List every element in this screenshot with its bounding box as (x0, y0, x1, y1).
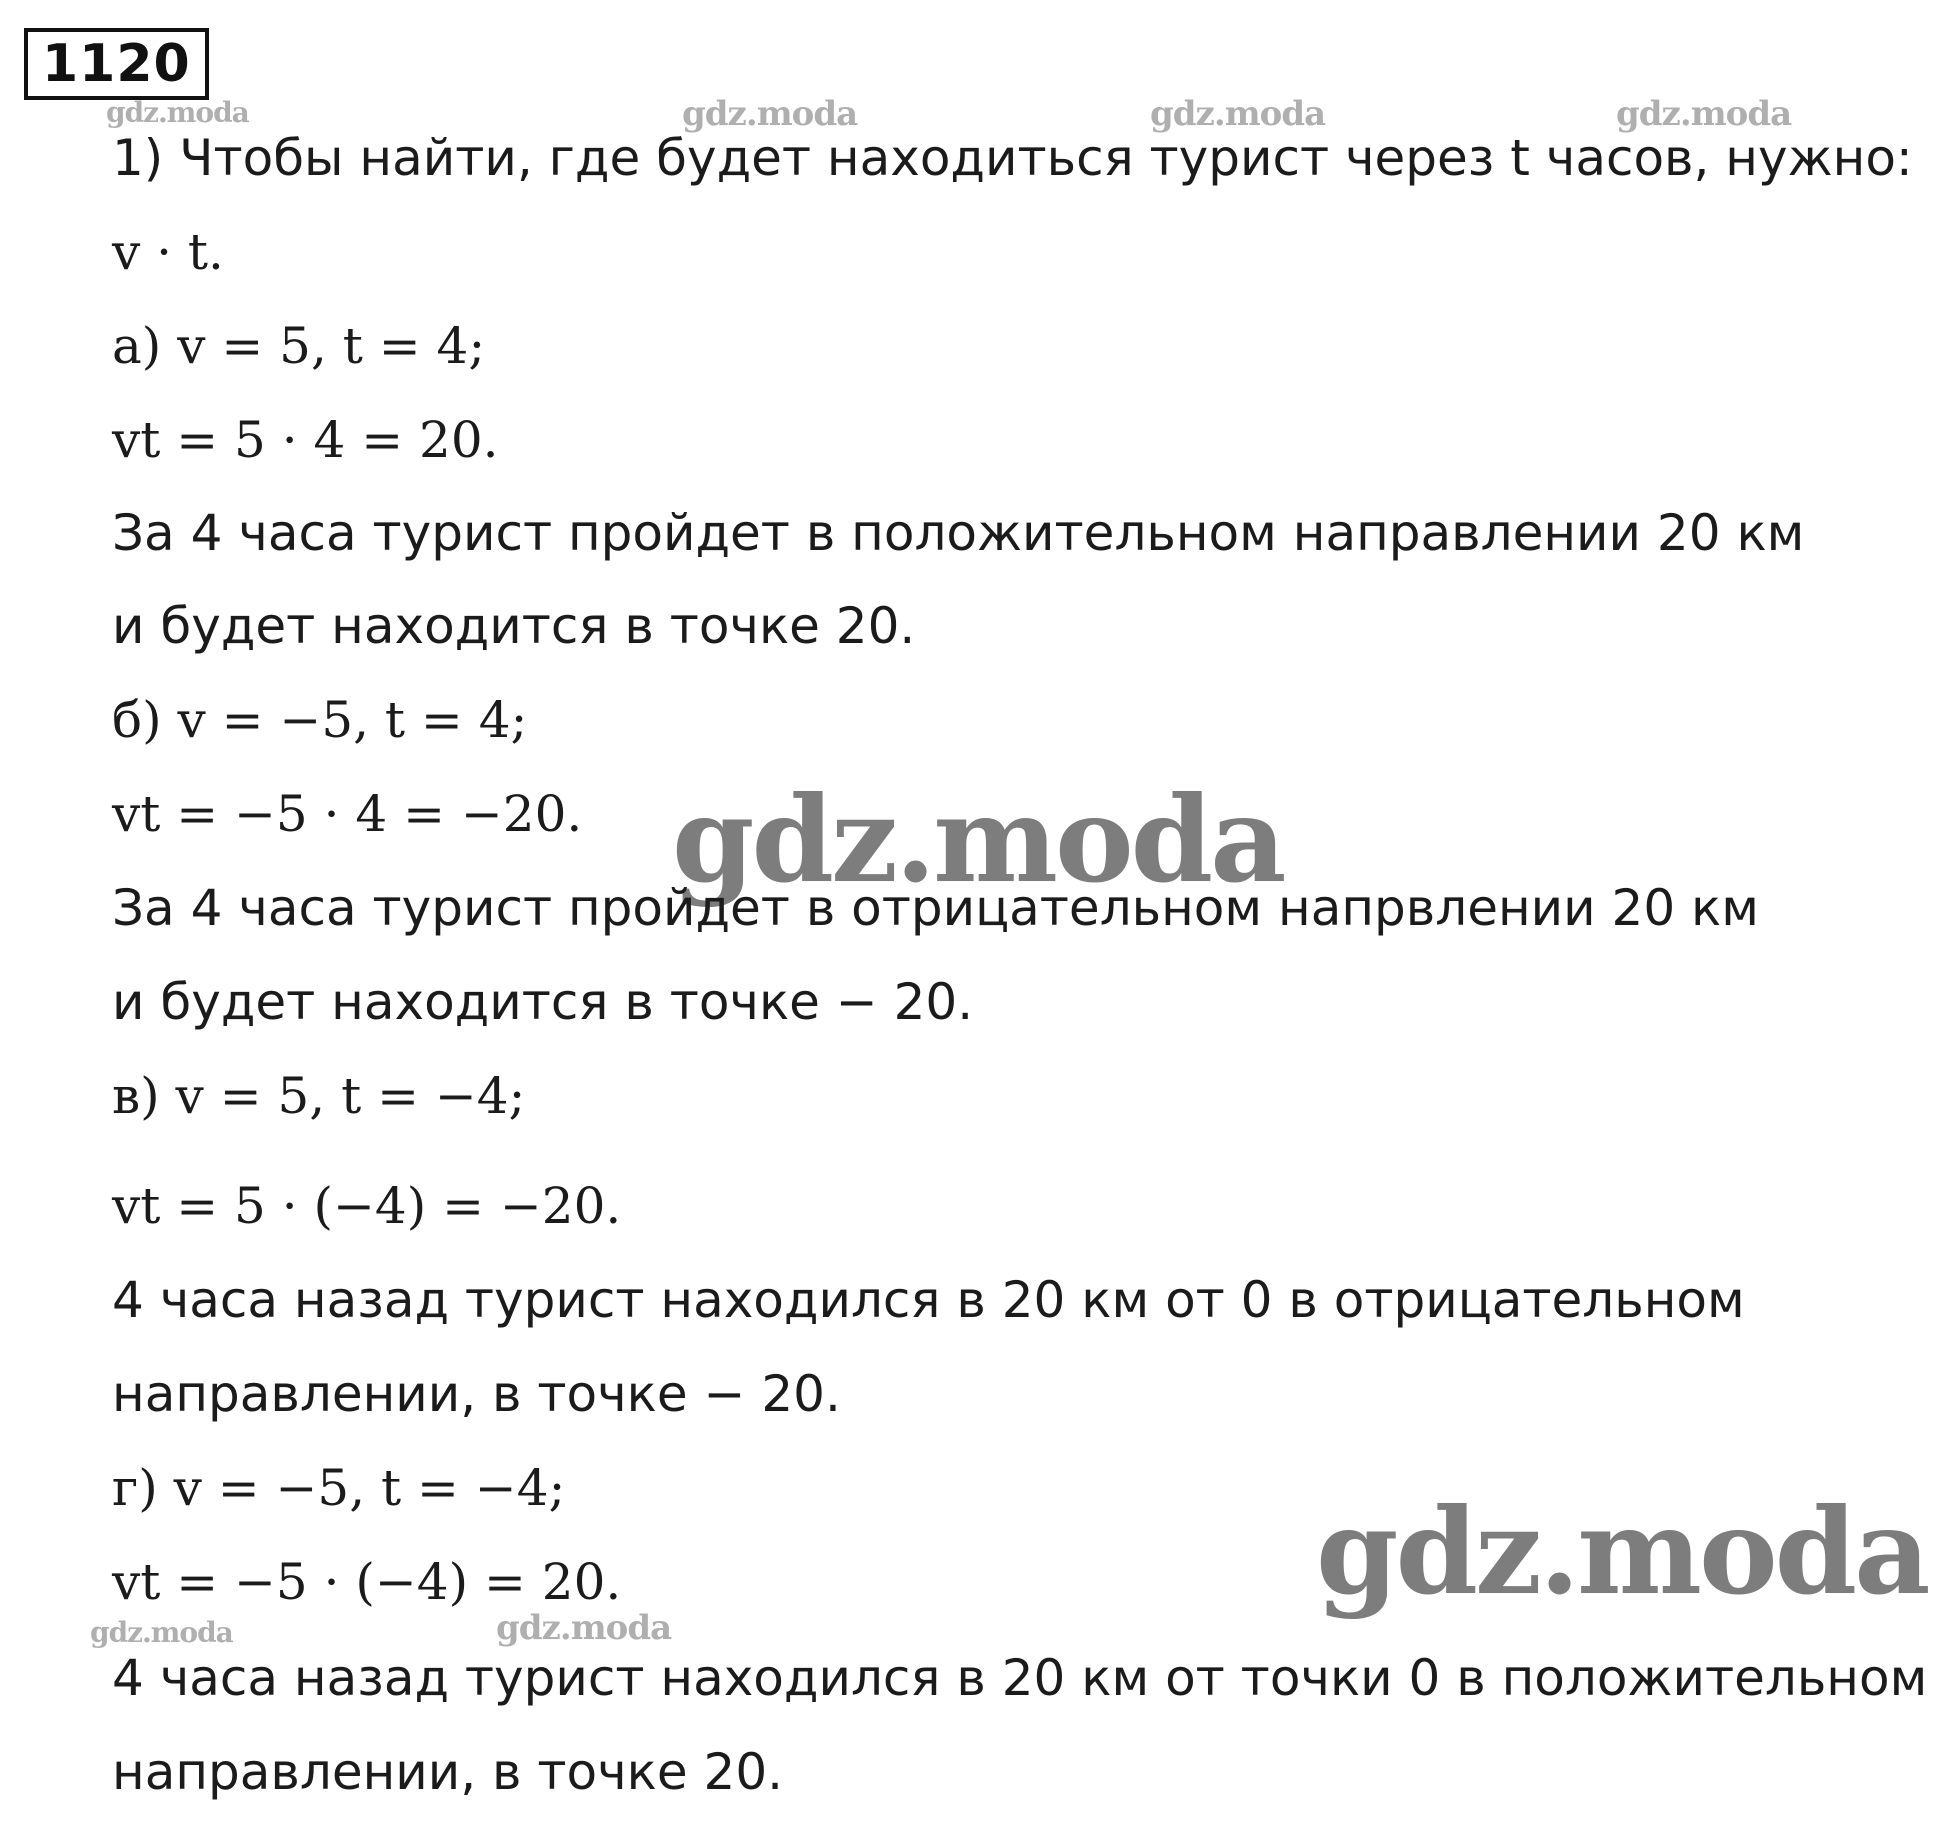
watermark: gdz.moda (1316, 1482, 1928, 1621)
text-line: и будет находится в точке 20. (112, 597, 916, 655)
text-line: За 4 часа турист пройдет в отрицательном напрвлении 20 км (112, 879, 1759, 937)
watermark: gdz.moda (90, 1616, 233, 1649)
formula-line: а) v = 5, t = 4; (112, 317, 486, 375)
formula-line: в) v = 5, t = −4; (112, 1067, 526, 1125)
text-line: и будет находится в точке − 20. (112, 973, 974, 1031)
text-line: За 4 часа турист пройдет в положительном направлении 20 км (112, 504, 1805, 562)
formula-line: vt = −5 · 4 = −20. (112, 785, 583, 843)
text-line: 4 часа назад турист находился в 20 км от 0 в отрицательном (112, 1271, 1745, 1329)
text-line: направлении, в точке − 20. (112, 1365, 841, 1423)
watermark: gdz.moda (682, 94, 858, 134)
watermark: gdz.moda (106, 96, 249, 129)
text-line: направлении, в точке 20. (112, 1743, 784, 1801)
formula-line: vt = −5 · (−4) = 20. (112, 1553, 622, 1611)
text-line: 4 часа назад турист находился в 20 км от точки 0 в положительном (112, 1649, 1928, 1707)
formula-line: vt = 5 · 4 = 20. (112, 411, 499, 469)
formula-line: г) v = −5, t = −4; (112, 1459, 566, 1517)
watermark: gdz.moda (496, 1608, 672, 1648)
watermark: gdz.moda (672, 770, 1284, 909)
watermark: gdz.moda (1616, 94, 1792, 134)
formula-line: vt = 5 · (−4) = −20. (112, 1177, 622, 1235)
text-line: 1) Чтобы найти, где будет находиться турист через t часов, нужно: (112, 129, 1913, 187)
formula-line: v · t. (112, 223, 224, 281)
problem-number: 1120 (24, 28, 209, 100)
watermark: gdz.moda (1150, 94, 1326, 134)
formula-line: б) v = −5, t = 4; (112, 691, 528, 749)
